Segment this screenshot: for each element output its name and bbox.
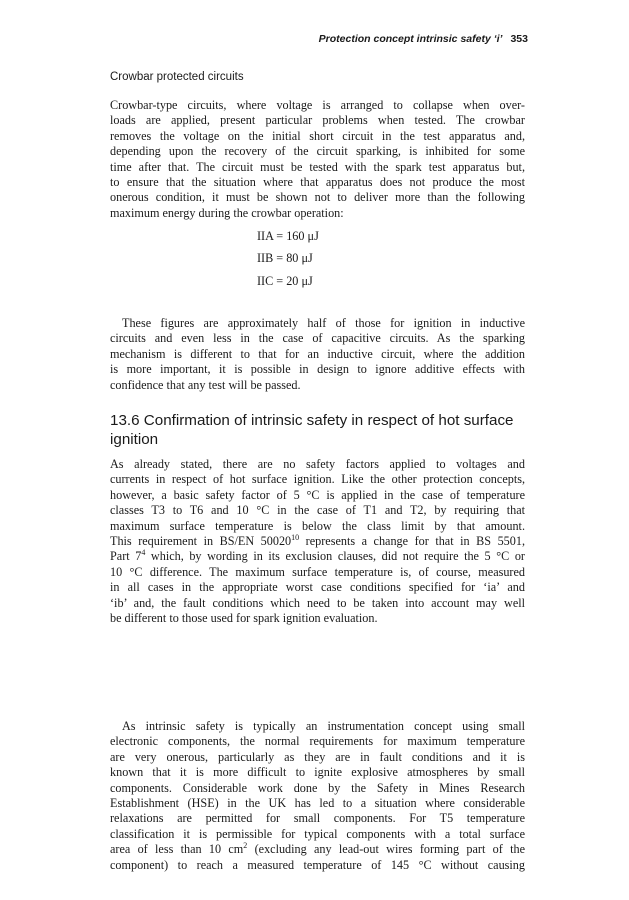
- paragraph-figures: [110, 316, 525, 393]
- text-line: maximum surface temperature is below the class limit by that amount.: [110, 518, 525, 533]
- running-head-title: Protection concept intrinsic safety ‘i’: [318, 33, 503, 45]
- text-line: circuits and even less in the case of capacitive circuits. As the sparking: [110, 331, 525, 346]
- text-line: currents in respect of hot surface ignition. Like the other protection concepts,: [110, 472, 525, 487]
- text-line: in all cases in the appropriate worst case conditions specified for ‘ia’ and: [110, 580, 525, 595]
- text-run: Part 7: [110, 549, 142, 564]
- text-line: [110, 549, 525, 564]
- reference-superscript: 4: [141, 548, 146, 558]
- section-heading: 13.6 Confirmation of intrinsic safety in respect of hot surface ignition: [110, 412, 514, 448]
- text-line: maximum energy during the crowbar operation:: [110, 205, 344, 220]
- text-line: loads are applied, present particular problems when tested. The crowbar: [110, 113, 525, 128]
- text-line: component) to reach a measured temperature of 145 °C without causing: [110, 857, 525, 872]
- text-line: time after that. The circuit must be tested with the spark test apparatus but,: [110, 159, 525, 174]
- text-line: These figures are approximately half of those for ignition in inductive: [122, 316, 525, 330]
- text-run: represents a change for that in BS 5501,: [299, 533, 525, 548]
- page-number: 353: [510, 33, 528, 45]
- text-line: components. Considerable work done by the Safety in Mines Research: [110, 780, 525, 795]
- equation-iic: IIC = 20 μJ: [257, 274, 313, 288]
- text-line: is more important, it is possible in design to ignore additive effects with: [110, 362, 525, 377]
- superscript: 2: [243, 841, 248, 851]
- reference-superscript: 10: [291, 532, 300, 542]
- text-line: mechanism is different to that for an inductive circuit, where the addition: [110, 346, 525, 361]
- paragraph-hot-surface: [110, 457, 525, 626]
- text-line: 10 °C difference. The maximum surface temperature is, of course, measured: [110, 564, 525, 579]
- equation-iia: IIA = 160 μJ: [257, 229, 319, 243]
- text-line: Establishment (HSE) in the UK has led to a situation where considerable: [110, 795, 525, 810]
- running-head: [319, 33, 528, 45]
- text-line: are very onerous, particularly as they are in fault conditions and it is: [110, 749, 525, 764]
- text-line: classification it is permissible for typical components with a total surface: [110, 826, 525, 841]
- text-line: As intrinsic safety is typically an instrumentation concept using small: [122, 719, 525, 733]
- text-line: ‘ib’ and, the fault conditions which need to be taken into account may well: [110, 595, 525, 610]
- paragraph-small-components: [110, 719, 525, 873]
- text-run: area of less than 10 cm: [110, 842, 244, 857]
- text-line: confidence that any test will be passed.: [110, 377, 301, 392]
- text-line: [110, 534, 525, 549]
- equation-iib: IIB = 80 μJ: [257, 251, 313, 265]
- text-line: be different to those used for spark ignition evaluation.: [110, 610, 378, 625]
- text-line: depending upon the recovery of the circuit sparking, is inhibited for some: [110, 144, 525, 159]
- text-line: [110, 842, 525, 857]
- text-line: removes the voltage on the initial short circuit in the test apparatus and,: [110, 128, 525, 143]
- text-line: onerous condition, it must be shown not to deliver more than the following: [110, 190, 525, 205]
- subsection-title: Crowbar protected circuits: [110, 71, 244, 83]
- text-line: however, a basic safety factor of 5 °C is applied in the case of temperature: [110, 487, 525, 502]
- text-line: relaxations are permitted for small components. For T5 temperature: [110, 811, 525, 826]
- text-line: Crowbar-type circuits, where voltage is arranged to collapse when over-: [110, 98, 525, 112]
- text-line: to ensure that the situation where that apparatus does not produce the most: [110, 174, 525, 189]
- text-line: classes T3 to T6 and 10 °C in the case of T1 and T2, by requiring that: [110, 503, 525, 518]
- text-line: As already stated, there are no safety factors applied to voltages and: [110, 457, 525, 471]
- text-run: (excluding any lead-out wires forming part of the: [247, 842, 525, 857]
- text-run: which, by wording in its exclusion clauses, did not require the 5 °C or: [145, 549, 525, 564]
- text-run: This requirement in BS/EN 50020: [110, 533, 292, 548]
- paragraph-crowbar: [110, 98, 525, 221]
- text-line: known that it is more difficult to ignite explosive atmospheres by small: [110, 765, 525, 780]
- text-line: electronic components, the normal requirements for maximum temperature: [110, 734, 525, 749]
